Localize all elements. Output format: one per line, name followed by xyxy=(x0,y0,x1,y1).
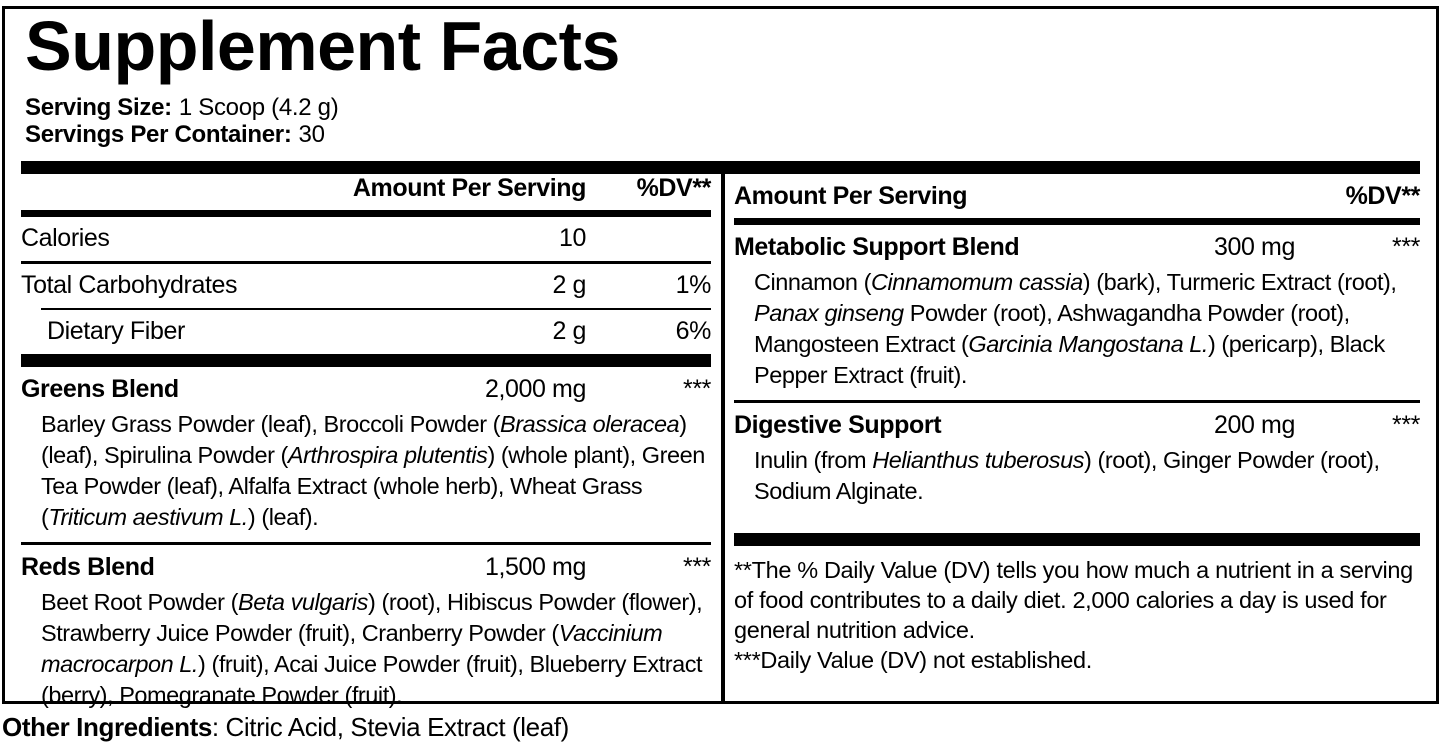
top-divider-bar xyxy=(21,161,1420,174)
nutrient-amount: 10 xyxy=(558,224,586,253)
footnotes xyxy=(734,546,1420,675)
other-ingredients-value: : Citric Acid, Stevia Extract (leaf) xyxy=(211,712,569,742)
nutrient-row-total-carbohydrates xyxy=(21,264,711,308)
other-ingredients-line xyxy=(2,711,569,743)
serving-size-line xyxy=(25,94,1420,121)
blend-name: Metabolic Support Blend xyxy=(734,233,1020,262)
daily-value-footnote: **The % Daily Value (DV) tells you how much a nutrient in a serving of food contributes to a daily diet. 2,000 calories a day is used for general nutrition advice. xyxy=(734,556,1413,643)
blend-dv: *** xyxy=(683,375,711,404)
blend-name: Reds Blend xyxy=(21,552,155,581)
blend-amount: 1,500 mg xyxy=(484,552,586,581)
blend-dv: *** xyxy=(1392,410,1420,439)
right-column xyxy=(734,174,1420,701)
panel-title: Supplement Facts xyxy=(25,7,620,85)
right-column-header xyxy=(734,174,1420,218)
other-ingredients-label: Other Ingredients xyxy=(2,712,212,742)
right-header-dv: %DV** xyxy=(1345,182,1420,211)
column-divider xyxy=(721,174,725,701)
blend-row-reds xyxy=(21,545,711,584)
left-header-dv: %DV** xyxy=(636,174,711,203)
nutrient-row-calories xyxy=(21,217,711,261)
serving-size-label: Serving Size: xyxy=(25,94,172,122)
nutrient-amount: 2 g xyxy=(552,270,586,299)
nutrient-name: Dietary Fiber xyxy=(47,317,185,346)
supplement-facts-panel xyxy=(2,6,1439,708)
left-column-header xyxy=(21,174,711,210)
blend-row-greens xyxy=(21,367,711,406)
blend-dv: *** xyxy=(1392,233,1420,262)
nutrient-dv: 1% xyxy=(675,270,711,299)
digestive-support-ingredients: Inulin (from Helianthus tuberosus) (root), Ginger Powder (root), Sodium Alginate. xyxy=(754,446,1380,504)
blend-amount: 2,000 mg xyxy=(484,375,586,404)
servings-per-container-line xyxy=(25,121,1420,148)
blend-row-metabolic-support xyxy=(734,225,1420,264)
nutrient-row-dietary-fiber xyxy=(21,310,711,354)
greens-blend-divider-bar xyxy=(21,354,711,367)
nutrient-amount: 2 g xyxy=(552,317,586,346)
left-column xyxy=(21,174,711,708)
blend-amount: 300 mg xyxy=(1214,233,1295,262)
blend-dv: *** xyxy=(683,552,711,581)
left-header-amount: Amount Per Serving xyxy=(352,174,586,203)
blend-name: Greens Blend xyxy=(21,375,179,404)
right-header-rule xyxy=(734,218,1420,225)
reds-blend-ingredients: Beet Root Powder (Beta vulgaris) (root), Hibiscus Powder (flower), Strawberry Juice Powder (fruit), Cranberry Powder (Vaccinium macrocarpon L.) (fruit), Acai Juice Powder (fruit), Blueberry Extract (berry), Pomegranate Powder (fruit). xyxy=(41,588,703,708)
nutrient-name: Total Carbohydrates xyxy=(21,270,238,299)
metabolic-support-ingredients: Cinnamon (Cinnamomum cassia) (bark), Turmeric Extract (root), Panax ginseng Powder (root), Ashwagandha Powder (root), Mangosteen Extract (Garcinia Mangostana L.) (pericarp), Black Pepper Extract (fruit). xyxy=(754,269,1397,389)
left-header-rule xyxy=(21,210,711,217)
blend-row-digestive-support xyxy=(734,403,1420,442)
blend-name: Digestive Support xyxy=(734,410,942,439)
right-header-amount: Amount Per Serving xyxy=(734,182,968,211)
nutrient-name: Calories xyxy=(21,224,110,253)
servings-per-container-value: 30 xyxy=(298,121,325,149)
nutrient-dv: 6% xyxy=(675,317,711,346)
blend-amount: 200 mg xyxy=(1214,410,1295,439)
serving-size-value: 1 Scoop (4.2 g) xyxy=(178,94,339,122)
dv-not-established-footnote: ***Daily Value (DV) not established. xyxy=(734,646,1092,673)
servings-per-container-label: Servings Per Container: xyxy=(25,121,292,149)
greens-blend-ingredients: Barley Grass Powder (leaf), Broccoli Powder (Brassica oleracea) (leaf), Spirulina Powder (Arthrospira plutentis) (whole plant), Green Tea Powder (leaf), Alfalfa Extract (whole herb), Wheat Grass (Triticum aestivum L.) (leaf). xyxy=(41,411,705,531)
facts-columns xyxy=(21,174,1420,708)
footnote-divider-bar xyxy=(734,533,1420,546)
